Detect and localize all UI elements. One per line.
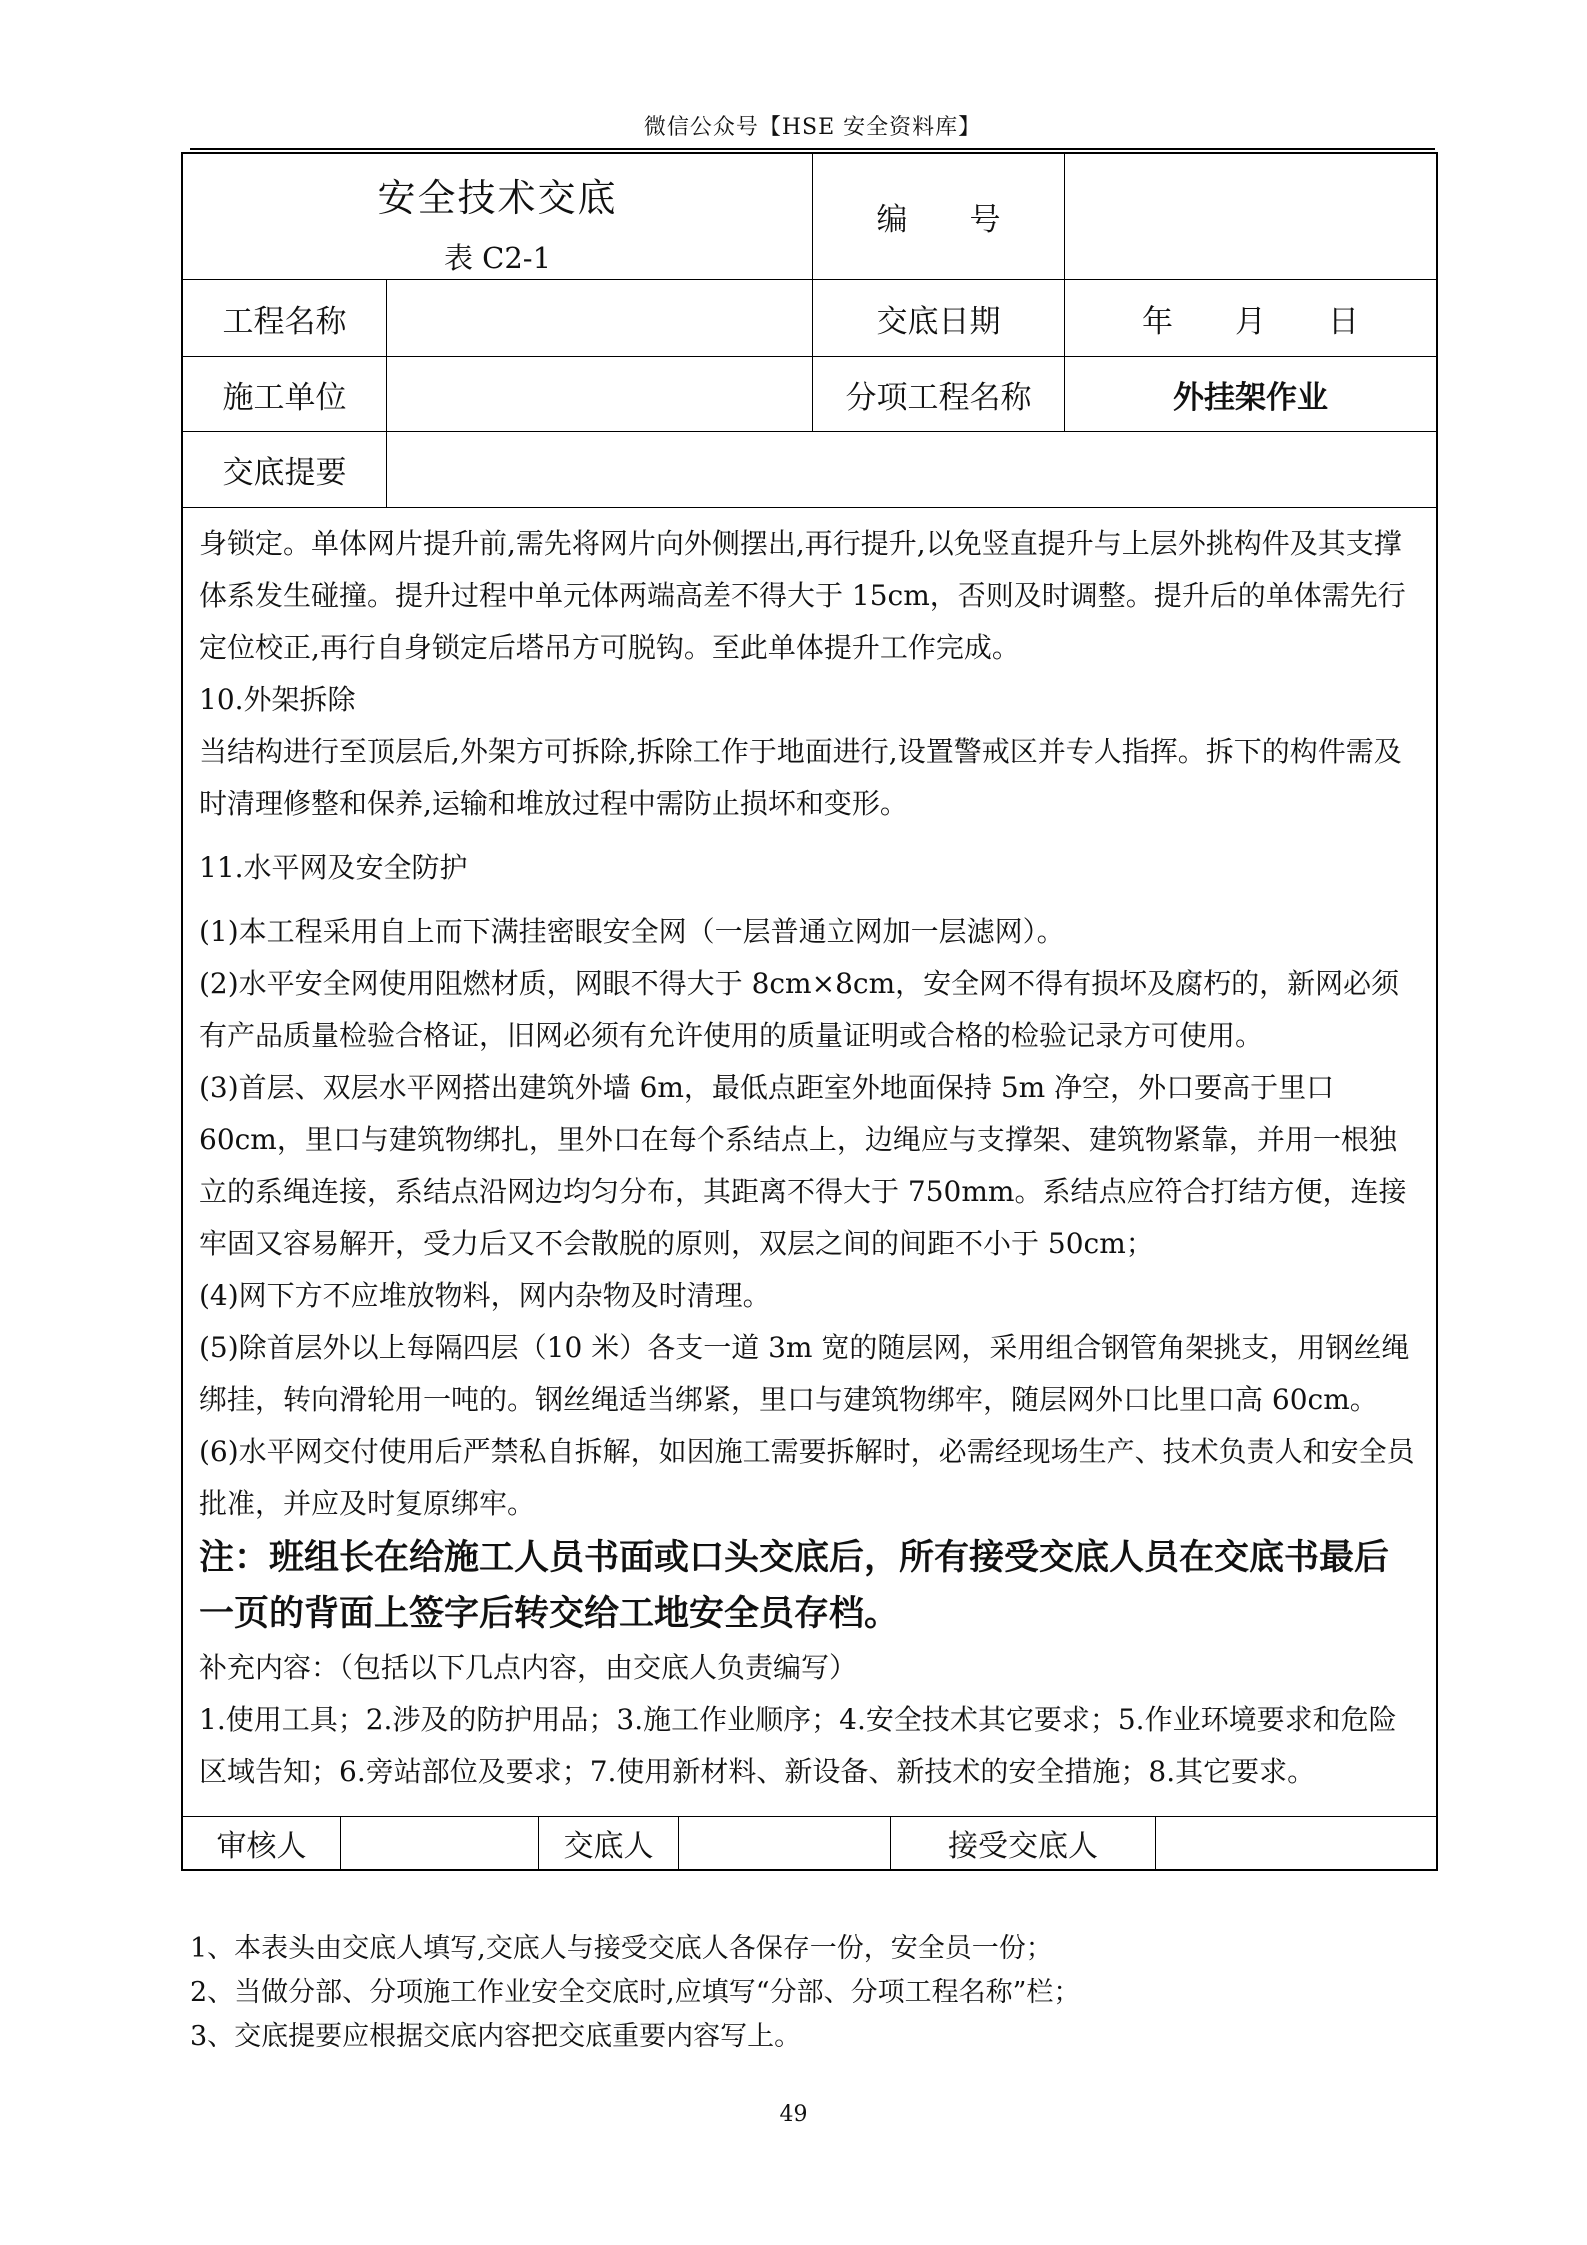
supplement-title: 补充内容：（包括以下几点内容，由交底人负责编写） <box>199 1651 858 1684</box>
signature-row <box>183 1817 1436 1869</box>
footnote: 1、本表头由交底人填写,交底人与接受交底人各保存一份，安全员一份； <box>190 1933 1053 1964</box>
subproject-field[interactable]: 外挂架作业 <box>1173 379 1328 416</box>
content-paragraph: (2)水平安全网使用阻燃材质，网眼不得大于 8cm×8cm，安全网不得有损坏及腐朽的，新网必须有产品质量检验合格证，旧网必须有允许使用的质量证明或合格的检验记录方可使用。 <box>199 967 1400 1052</box>
title-cell <box>183 154 813 279</box>
subproject-label: 分项工程名称 <box>813 357 1065 431</box>
project-name-field[interactable] <box>387 280 813 356</box>
footnotes <box>190 1927 1080 2059</box>
disclosure-content <box>183 508 1436 1817</box>
receiver-field[interactable] <box>1156 1817 1436 1869</box>
content-paragraph: 当结构进行至顶层后,外架方可拆除,拆除工作于地面进行,设置警戒区并专人指挥。拆下的构件需及时清理修整和保养,运输和堆放过程中需防止损坏和变形。 <box>199 735 1402 820</box>
number-field[interactable] <box>1065 154 1436 279</box>
page-header: 微信公众号【HSE 安全资料库】 <box>643 115 982 140</box>
content-paragraph: (1)本工程采用自上而下满挂密眼安全网（一层普通立网加一层滤网）。 <box>199 915 1065 948</box>
summary-field[interactable] <box>387 432 1436 507</box>
page-number: 49 <box>779 2102 808 2127</box>
footnote: 3、交底提要应根据交底内容把交底重要内容写上。 <box>190 2021 802 2052</box>
supplement-items: 1.使用工具；2.涉及的防护用品；3.施工作业顺序；4.安全技术其它要求；5.作业环境要求和危险区域告知；6.旁站部位及要求；7.使用新材料、新设备、新技术的安全措施；8.其它要求。 <box>199 1703 1397 1788</box>
header-divider <box>190 148 1435 150</box>
discloser-label: 交底人 <box>539 1817 679 1869</box>
content-paragraph: (4)网下方不应堆放物料，网内杂物及时清理。 <box>199 1279 771 1312</box>
form-title: 安全技术交底 <box>377 175 618 220</box>
safety-disclosure-form <box>181 152 1438 1871</box>
project-name-label: 工程名称 <box>183 280 387 356</box>
reviewer-field[interactable] <box>341 1817 539 1869</box>
discloser-field[interactable] <box>679 1817 891 1869</box>
section-heading: 10.外架拆除 <box>199 683 356 716</box>
date-label: 交底日期 <box>813 280 1065 356</box>
content-paragraph: 身锁定。单体网片提升前,需先将网片向外侧摆出,再行提升,以免竖直提升与上层外挑构件及其支撑体系发生碰撞。提升过程中单元体两端高差不得大于 15cm，否则及时调整。提升后的单体需先行定位校正,再行自身锁定后塔吊方可脱钩。至此单体提升工作完成。 <box>199 527 1406 664</box>
bold-note: 注：班组长在给施工人员书面或口头交底后，所有接受交底人员在交底书最后一页的背面上签字后转交给工地安全员存档。 <box>199 1538 1390 1634</box>
date-field[interactable]: 年 月 日 <box>1142 303 1359 340</box>
summary-row <box>183 432 1436 508</box>
section-heading: 11.水平网及安全防护 <box>199 851 468 884</box>
contractor-row <box>183 357 1436 432</box>
receiver-label: 接受交底人 <box>891 1817 1156 1869</box>
form-code: 表 C2-1 <box>443 240 552 275</box>
footnote: 2、当做分部、分项施工作业安全交底时,应填写“分部、分项工程名称”栏； <box>190 1977 1081 2008</box>
content-paragraph: (6)水平网交付使用后严禁私自拆解，如因施工需要拆解时，必需经现场生产、技术负责人和安全员批准，并应及时复原绑牢。 <box>199 1435 1415 1520</box>
reviewer-label: 审核人 <box>183 1817 341 1869</box>
contractor-field[interactable] <box>387 357 813 431</box>
content-paragraph: (3)首层、双层水平网搭出建筑外墙 6m，最低点距室外地面保持 5m 净空，外口要高于里口 60cm，里口与建筑物绑扎，里外口在每个系结点上，边绳应与支撑架、建筑物紧靠，并用一根独立的系绳连接，系结点沿网边均匀分布，其距离不得大于 750mm。系结点应符合打结方便，连接牢固又容易解开，受力后又不会散脱的原则，双层之间的间距不小于 50cm； <box>199 1071 1407 1260</box>
contractor-label: 施工单位 <box>183 357 387 431</box>
number-label: 编 号 <box>813 154 1065 279</box>
summary-label: 交底提要 <box>183 432 387 507</box>
content-paragraph: (5)除首层外以上每隔四层（10 米）各支一道 3m 宽的随层网，采用组合钢管角架挑支，用钢丝绳绑挂，转向滑轮用一吨的。钢丝绳适当绑紧，里口与建筑物绑牢，随层网外口比里口高 60cm。 <box>199 1331 1410 1416</box>
title-row <box>183 154 1436 280</box>
project-row <box>183 280 1436 357</box>
